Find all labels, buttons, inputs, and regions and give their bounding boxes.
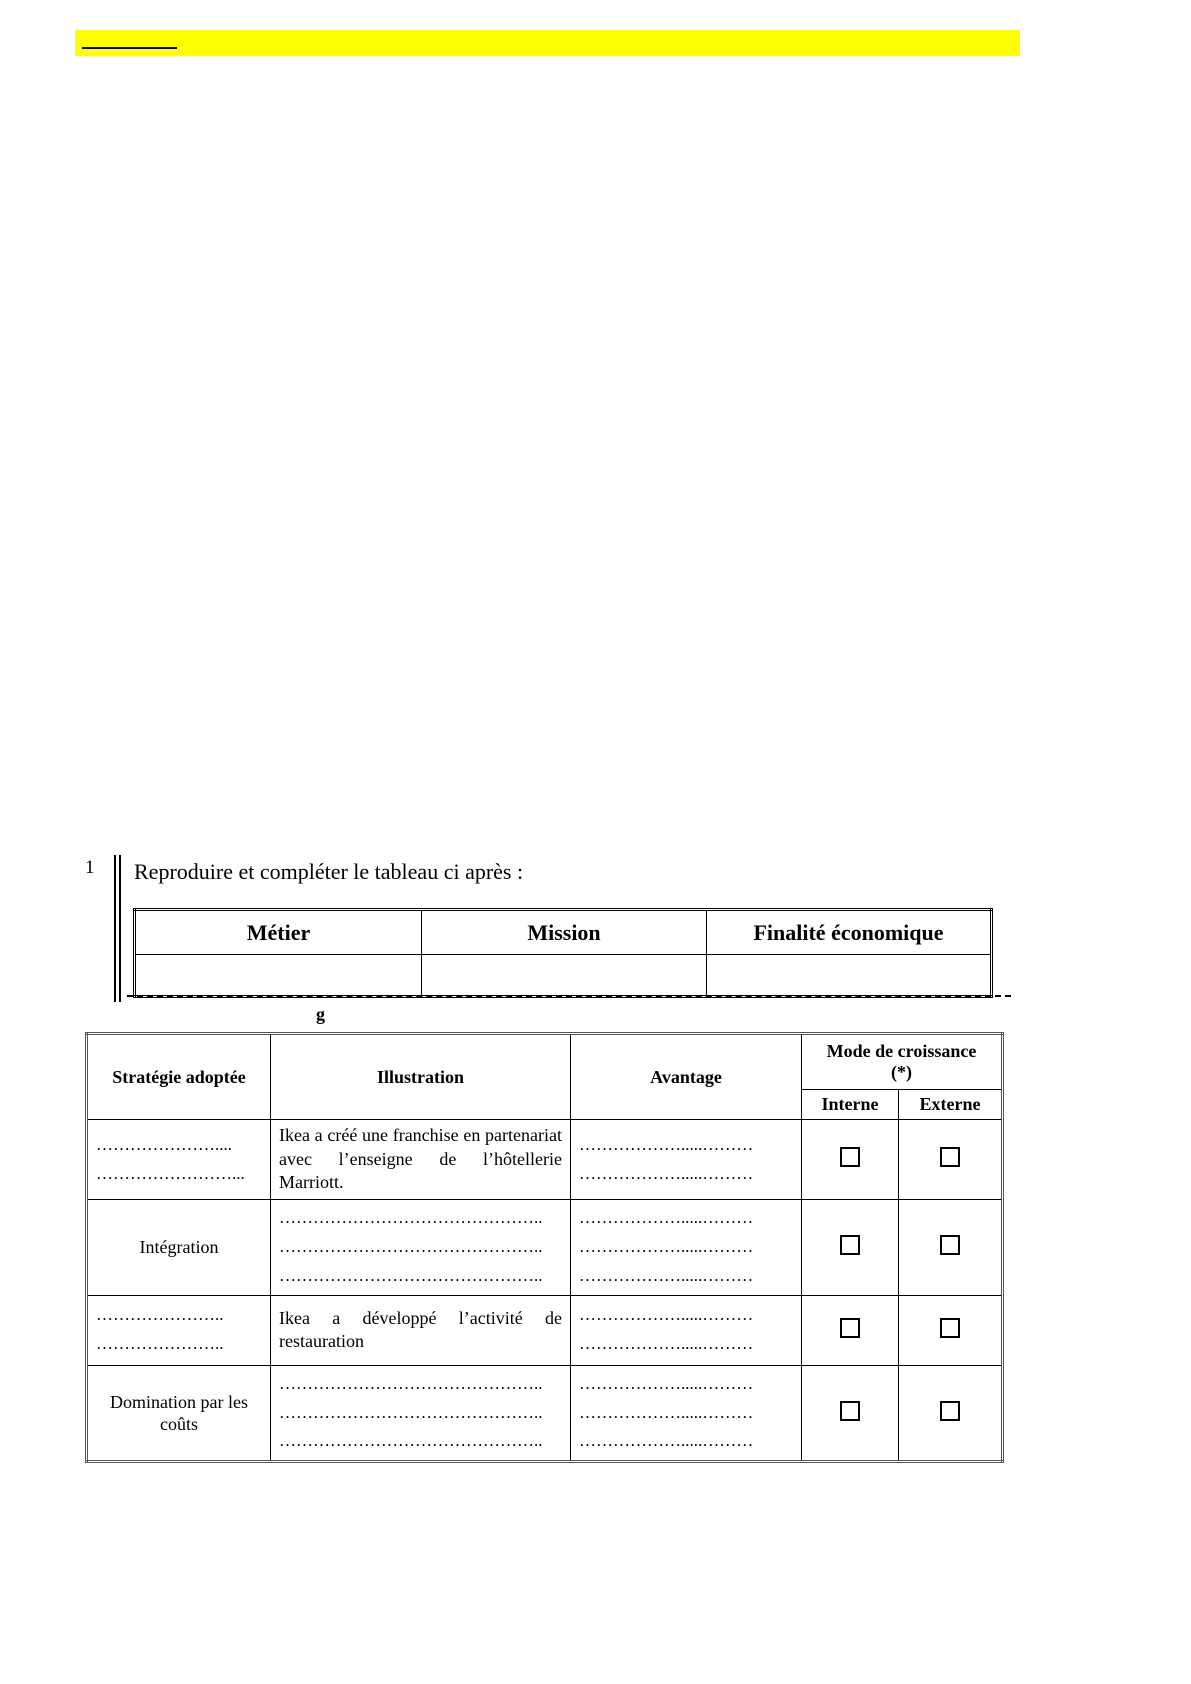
interne-checkbox[interactable] [840,1318,860,1338]
clipped-text-fragment: g [316,1004,325,1024]
externe-checkbox-cell [899,1200,1003,1296]
illustration-cell [271,1295,571,1365]
t2-header-mode-croissance [802,1034,1003,1090]
answer-dot-line: ………………….... [96,1134,232,1154]
t1-header-metier: Métier [135,910,422,955]
t1-answer-row [135,955,992,997]
answer-dot-line: ……………………………………….. [279,1402,543,1422]
strategie-cell [87,1200,271,1296]
dashed-separator [127,995,1011,997]
table-row [87,1295,1003,1365]
t1-header-finalite: Finalité économique [707,910,992,955]
t2-header-avantage: Avantage [571,1034,802,1120]
strategie-answer-cell [87,1295,271,1365]
answer-dot-line: ……………….....……… [579,1163,754,1183]
t1-header-row [135,910,992,955]
interne-checkbox[interactable] [840,1401,860,1421]
interne-checkbox-cell [802,1365,899,1462]
avantage-answer-cell [571,1295,802,1365]
answer-dot-line: ……………….....……… [579,1134,754,1154]
interne-checkbox-cell [802,1120,899,1200]
answer-dot-line: ……………………………………….. [279,1236,543,1256]
externe-checkbox[interactable] [940,1318,960,1338]
interne-checkbox-cell [802,1200,899,1296]
question-left-bar [114,855,121,1002]
avantage-answer-cell [571,1200,802,1296]
illustration-text: Ikea a créé une franchise en partenariat avec l’enseigne de l’hôtellerie Marriott. [279,1125,562,1193]
t2-header-row-main [87,1034,1003,1090]
strategie-answer-cell [87,1120,271,1200]
answer-dot-line: ……………….....……… [579,1265,754,1285]
answer-dot-line: ……………….....……… [579,1373,754,1393]
answer-dot-line: ………………….. [96,1305,224,1325]
t2-header-externe: Externe [899,1090,1003,1120]
question-text: Reproduire et compléter le tableau ci après : [134,859,524,884]
answer-dot-line: ……………….....……… [579,1236,754,1256]
externe-checkbox[interactable] [940,1147,960,1167]
strategy-table [85,1032,1004,1463]
t2-header-strategie: Stratégie adoptée [87,1034,271,1120]
answer-dot-line: ……………………………………….. [279,1373,543,1393]
answer-dot-line: ……………….....……… [579,1334,754,1354]
table-row [87,1365,1003,1462]
interne-checkbox[interactable] [840,1147,860,1167]
externe-checkbox-cell [899,1295,1003,1365]
answer-dot-line: ……………….....……… [579,1208,754,1227]
illustration-answer-cell [271,1200,571,1296]
interne-checkbox-cell [802,1295,899,1365]
avantage-answer-cell [571,1365,802,1462]
strategie-cell [87,1365,271,1462]
illustration-text: Ikea a développé l’activité de restauration [279,1307,562,1352]
answer-dot-line: ……………….....……… [579,1402,754,1422]
t1-answer-cell-metier [135,955,422,997]
t2-header-mode-line2: (*) [891,1062,912,1082]
illustration-cell [271,1120,571,1200]
answer-dot-line: ……………………………………….. [279,1431,543,1451]
t2-header-mode-line1: Mode de croissance [826,1041,977,1061]
answer-dot-line: ……………….....……… [579,1305,754,1325]
answer-dot-line: ……………………... [96,1163,245,1183]
t1-header-mission: Mission [422,910,707,955]
externe-checkbox-cell [899,1120,1003,1200]
answer-dot-line: ……………………………………….. [279,1265,543,1285]
externe-checkbox[interactable] [940,1235,960,1255]
highlight-bar [75,30,1020,56]
strategie-text: Intégration [139,1237,219,1258]
table-row [87,1120,1003,1200]
metier-mission-table [133,908,993,998]
interne-checkbox[interactable] [840,1235,860,1255]
strategie-text: Domination par les coûts [110,1391,248,1434]
illustration-answer-cell [271,1365,571,1462]
externe-checkbox-cell [899,1365,1003,1462]
t1-answer-cell-finalite [707,955,992,997]
answer-dot-line: ………………….. [96,1334,224,1354]
redacted-underline [82,47,177,49]
t2-header-interne: Interne [802,1090,899,1120]
externe-checkbox[interactable] [940,1401,960,1421]
avantage-answer-cell [571,1120,802,1200]
table-row [87,1200,1003,1296]
t2-header-illustration: Illustration [271,1034,571,1120]
answer-dot-line: ……………….....……… [579,1431,754,1451]
answer-dot-line: ……………………………………….. [279,1208,543,1227]
question-number: 1 [85,857,95,878]
t1-answer-cell-mission [422,955,707,997]
